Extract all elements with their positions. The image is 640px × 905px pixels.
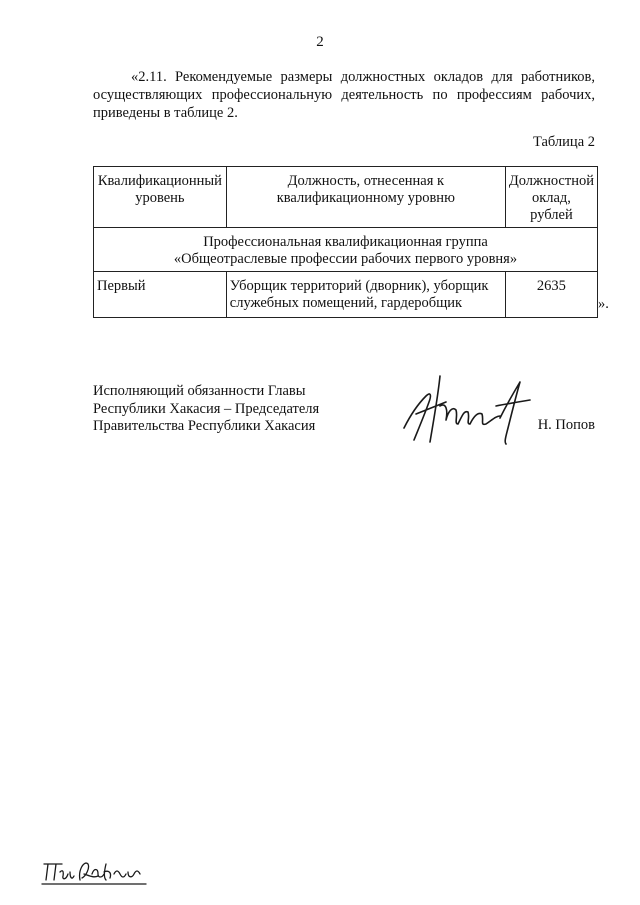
signer-name: Н. Попов (537, 417, 595, 433)
table-header-row (94, 167, 598, 228)
row-position: Уборщик территорий (дворник), уборщик служебных помещений, гардеробщик (226, 272, 505, 318)
page-number: 2 (316, 34, 324, 50)
group-title: Профессиональная квалификационная группа (203, 234, 488, 250)
intro-paragraph (93, 68, 595, 122)
row-salary: 2635 (505, 272, 597, 318)
intro-text: «2.11. Рекомендуемые размеры должностных окладов для работников, осуществляющих профессиональную деятельность по профессиям рабочих, приведены в таблице 2. (93, 69, 595, 121)
closing-quote: ». (598, 296, 609, 312)
handwritten-initials (40, 856, 150, 888)
header-salary: Должностной оклад, рублей (505, 167, 597, 228)
group-subtitle: «Общеотраслевые профессии рабочих первого уровня» (173, 251, 518, 267)
table-row (94, 272, 598, 318)
header-level: Квалификационный уровень (94, 167, 227, 228)
group-cell (94, 228, 598, 272)
handwritten-signature (396, 366, 536, 452)
signer-title-line: Исполняющий обязанности Главы (93, 383, 306, 399)
group-row (94, 228, 598, 272)
header-position: Должность, отнесенная к квалификационному уровню (226, 167, 505, 228)
signer-title (93, 383, 319, 436)
salary-table (93, 166, 598, 318)
table-caption: Таблица 2 (532, 134, 595, 150)
signer-title-line: Правительства Республики Хакасия (93, 418, 316, 434)
signer-title-line: Республики Хакасия – Председателя (93, 400, 320, 417)
row-level: Первый (94, 272, 227, 318)
